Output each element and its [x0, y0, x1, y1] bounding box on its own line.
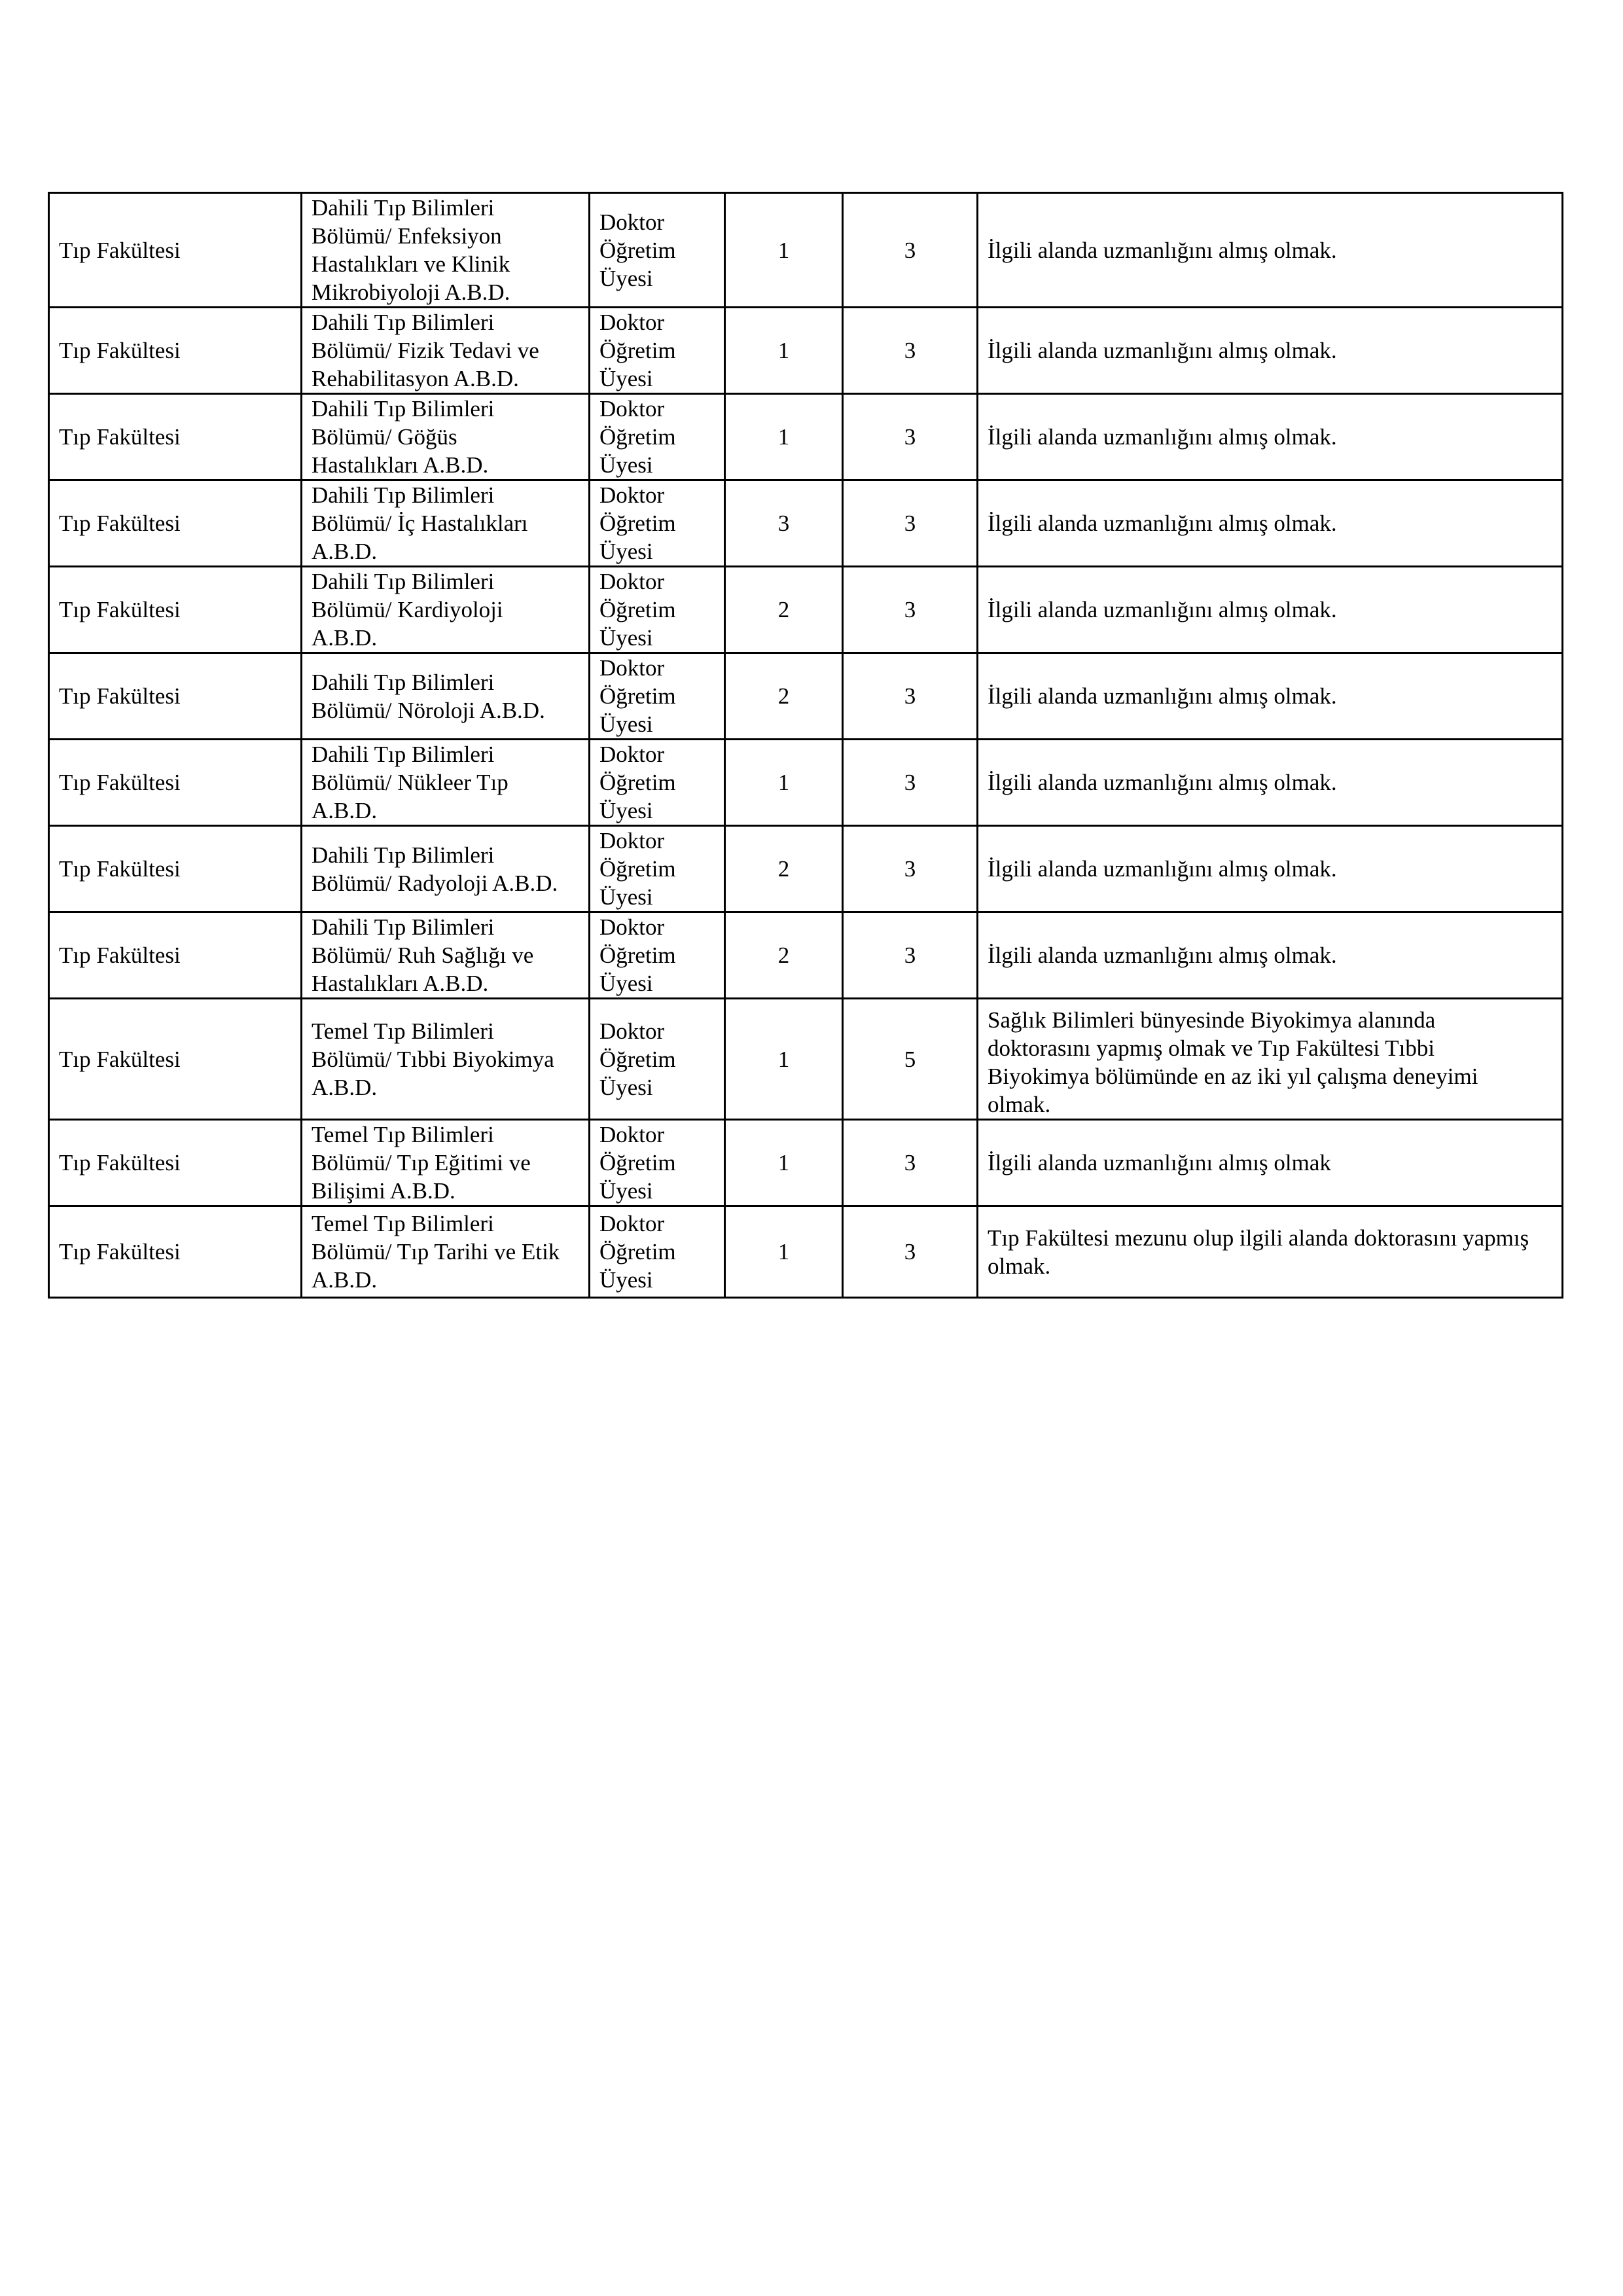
score-cell [843, 1120, 978, 1206]
requirement-cell [978, 308, 1563, 394]
position-score: 3 [904, 338, 916, 363]
title-line: Üyesi [599, 265, 653, 291]
department-line: Bölümü/ Fizik Tedavi ve [312, 338, 539, 363]
position-count: 1 [777, 237, 790, 263]
title-line: Doktor [599, 209, 665, 235]
position-count: 2 [777, 683, 790, 709]
title-line: Öğretim [599, 1046, 676, 1072]
score-cell [843, 653, 978, 740]
table-row [49, 193, 1563, 308]
department-line: Temel Tıp Bilimleri [312, 1018, 494, 1044]
requirement-line: Sağlık Bilimleri bünyesinde Biyokimya alanında [988, 1007, 1436, 1033]
table-row [49, 653, 1563, 740]
title-line: Doktor [599, 1018, 665, 1044]
requirement-line: İlgili alanda uzmanlığını almış olmak. [988, 770, 1337, 795]
title-line: Üyesi [599, 539, 653, 564]
department-line: Temel Tıp Bilimleri [312, 1211, 494, 1236]
department-line: Bölümü/ Nöroloji A.B.D. [312, 697, 545, 723]
title-line: Öğretim [599, 511, 676, 536]
count-cell [725, 1206, 843, 1298]
faculty-name: Tıp Fakültesi [59, 597, 181, 622]
position-score: 3 [904, 237, 916, 263]
title-line: Doktor [599, 1211, 665, 1236]
count-cell [725, 394, 843, 480]
faculty-name: Tıp Fakültesi [59, 511, 181, 536]
faculty-name: Tıp Fakültesi [59, 1239, 181, 1265]
table-body [49, 193, 1563, 1298]
title-line: Öğretim [599, 770, 676, 795]
requirement-cell [978, 394, 1563, 480]
table-row [49, 308, 1563, 394]
count-cell [725, 826, 843, 912]
requirement-line: olmak. [988, 1092, 1051, 1117]
department-line: Bölümü/ Ruh Sağlığı ve [312, 942, 534, 968]
position-count: 1 [777, 770, 790, 795]
title-cell [590, 567, 725, 653]
faculty-cell [49, 653, 302, 740]
count-cell [725, 308, 843, 394]
count-cell [725, 1120, 843, 1206]
department-line: Mikrobiyoloji A.B.D. [312, 279, 510, 305]
position-score: 3 [904, 597, 916, 622]
position-score: 5 [904, 1046, 916, 1072]
requirement-cell [978, 912, 1563, 999]
count-cell [725, 567, 843, 653]
title-line: Doktor [599, 569, 665, 594]
title-cell [590, 912, 725, 999]
department-cell [302, 999, 590, 1120]
title-line: Doktor [599, 828, 665, 853]
table-row [49, 826, 1563, 912]
department-cell [302, 1206, 590, 1298]
faculty-cell [49, 999, 302, 1120]
score-cell [843, 999, 978, 1120]
title-line: Doktor [599, 655, 665, 681]
title-cell [590, 1120, 725, 1206]
faculty-cell [49, 1120, 302, 1206]
department-line: Bölümü/ Göğüs [312, 424, 457, 450]
department-cell [302, 740, 590, 826]
faculty-name: Tıp Fakültesi [59, 1150, 181, 1175]
requirement-line: İlgili alanda uzmanlığını almış olmak. [988, 597, 1337, 622]
faculty-cell [49, 740, 302, 826]
requirement-line: olmak. [988, 1253, 1051, 1279]
department-line: Bölümü/ Radyoloji A.B.D. [312, 870, 558, 896]
requirement-line: İlgili alanda uzmanlığını almış olmak. [988, 942, 1337, 968]
score-cell [843, 826, 978, 912]
department-line: Dahili Tıp Bilimleri [312, 482, 495, 508]
title-line: Öğretim [599, 683, 676, 709]
position-count: 1 [777, 1150, 790, 1175]
department-line: A.B.D. [312, 1074, 378, 1100]
count-cell [725, 193, 843, 308]
position-count: 1 [777, 1046, 790, 1072]
department-line: Temel Tıp Bilimleri [312, 1122, 494, 1147]
position-score: 3 [904, 856, 916, 882]
requirement-line: İlgili alanda uzmanlığını almış olmak. [988, 511, 1337, 536]
title-line: Öğretim [599, 1150, 676, 1175]
department-cell [302, 653, 590, 740]
title-cell [590, 1206, 725, 1298]
department-line: Bölümü/ Nükleer Tıp [312, 770, 508, 795]
title-line: Öğretim [599, 942, 676, 968]
department-line: Dahili Tıp Bilimleri [312, 569, 495, 594]
requirement-cell [978, 1120, 1563, 1206]
title-cell [590, 999, 725, 1120]
faculty-cell [49, 193, 302, 308]
title-line: Üyesi [599, 625, 653, 651]
table-row [49, 480, 1563, 567]
score-cell [843, 308, 978, 394]
title-line: Öğretim [599, 338, 676, 363]
faculty-name: Tıp Fakültesi [59, 338, 181, 363]
title-cell [590, 740, 725, 826]
requirement-cell [978, 826, 1563, 912]
position-score: 3 [904, 424, 916, 450]
faculty-cell [49, 394, 302, 480]
score-cell [843, 912, 978, 999]
count-cell [725, 480, 843, 567]
requirement-cell [978, 740, 1563, 826]
faculty-name: Tıp Fakültesi [59, 770, 181, 795]
department-line: Hastalıkları A.B.D. [312, 452, 489, 478]
department-line: Dahili Tıp Bilimleri [312, 195, 495, 221]
position-count: 1 [777, 338, 790, 363]
position-count: 2 [777, 856, 790, 882]
position-score: 3 [904, 1239, 916, 1265]
title-line: Doktor [599, 396, 665, 422]
title-line: Doktor [599, 482, 665, 508]
requirement-line: Tıp Fakültesi mezunu olup ilgili alanda doktorasını yapmış [988, 1225, 1529, 1251]
title-cell [590, 308, 725, 394]
position-score: 3 [904, 683, 916, 709]
title-line: Üyesi [599, 971, 653, 996]
score-cell [843, 480, 978, 567]
title-line: Üyesi [599, 1267, 653, 1293]
department-cell [302, 394, 590, 480]
requirement-line: İlgili alanda uzmanlığını almış olmak. [988, 424, 1337, 450]
table-row [49, 394, 1563, 480]
faculty-name: Tıp Fakültesi [59, 237, 181, 263]
department-line: A.B.D. [312, 1267, 378, 1293]
position-count: 3 [777, 511, 790, 536]
title-line: Üyesi [599, 1074, 653, 1100]
position-score: 3 [904, 1150, 916, 1175]
table-row [49, 740, 1563, 826]
department-line: Dahili Tıp Bilimleri [312, 396, 495, 422]
faculty-cell [49, 308, 302, 394]
department-cell [302, 193, 590, 308]
department-cell [302, 308, 590, 394]
title-line: Üyesi [599, 452, 653, 478]
position-score: 3 [904, 770, 916, 795]
department-line: Bilişimi A.B.D. [312, 1178, 455, 1204]
requirement-cell [978, 480, 1563, 567]
department-cell [302, 480, 590, 567]
score-cell [843, 1206, 978, 1298]
faculty-cell [49, 480, 302, 567]
position-count: 2 [777, 942, 790, 968]
title-cell [590, 394, 725, 480]
department-line: Bölümü/ Tıp Eğitimi ve [312, 1150, 531, 1175]
faculty-name: Tıp Fakültesi [59, 683, 181, 709]
requirement-line: Biyokimya bölümünde en az iki yıl çalışma deneyimi [988, 1064, 1478, 1089]
title-line: Üyesi [599, 366, 653, 391]
requirement-line: İlgili alanda uzmanlığını almış olmak. [988, 856, 1337, 882]
title-line: Üyesi [599, 1178, 653, 1204]
title-cell [590, 653, 725, 740]
department-line: Dahili Tıp Bilimleri [312, 842, 495, 868]
count-cell [725, 653, 843, 740]
title-line: Doktor [599, 914, 665, 940]
score-cell [843, 567, 978, 653]
department-line: Dahili Tıp Bilimleri [312, 310, 495, 335]
department-line: Bölümü/ İç Hastalıkları [312, 511, 528, 536]
title-line: Üyesi [599, 798, 653, 823]
requirement-line: İlgili alanda uzmanlığını almış olmak. [988, 683, 1337, 709]
requirement-cell [978, 193, 1563, 308]
position-count: 1 [777, 424, 790, 450]
department-line: Bölümü/ Kardiyoloji [312, 597, 503, 622]
count-cell [725, 912, 843, 999]
requirement-cell [978, 653, 1563, 740]
requirement-cell [978, 999, 1563, 1120]
faculty-name: Tıp Fakültesi [59, 856, 181, 882]
department-line: A.B.D. [312, 539, 378, 564]
faculty-cell [49, 567, 302, 653]
score-cell [843, 740, 978, 826]
faculty-name: Tıp Fakültesi [59, 1046, 181, 1072]
department-cell [302, 826, 590, 912]
position-count: 2 [777, 597, 790, 622]
department-line: A.B.D. [312, 798, 378, 823]
title-line: Doktor [599, 310, 665, 335]
department-line: Hastalıkları ve Klinik [312, 251, 510, 277]
table-row [49, 567, 1563, 653]
title-line: Üyesi [599, 884, 653, 910]
title-line: Öğretim [599, 237, 676, 263]
faculty-name: Tıp Fakültesi [59, 942, 181, 968]
department-line: Bölümü/ Tıp Tarihi ve Etik [312, 1239, 560, 1265]
department-line: Rehabilitasyon A.B.D. [312, 366, 519, 391]
title-cell [590, 480, 725, 567]
table-row [49, 1120, 1563, 1206]
department-line: A.B.D. [312, 625, 378, 651]
faculty-cell [49, 1206, 302, 1298]
position-score: 3 [904, 511, 916, 536]
department-line: Hastalıkları A.B.D. [312, 971, 489, 996]
department-cell [302, 912, 590, 999]
position-count: 1 [777, 1239, 790, 1265]
requirement-cell [978, 567, 1563, 653]
title-line: Öğretim [599, 597, 676, 622]
department-cell [302, 567, 590, 653]
department-line: Bölümü/ Tıbbi Biyokimya [312, 1046, 554, 1072]
requirement-cell [978, 1206, 1563, 1298]
faculty-cell [49, 826, 302, 912]
department-line: Bölümü/ Enfeksiyon [312, 223, 502, 249]
department-cell [302, 1120, 590, 1206]
position-score: 3 [904, 942, 916, 968]
title-line: Öğretim [599, 424, 676, 450]
table-row [49, 1206, 1563, 1298]
department-line: Dahili Tıp Bilimleri [312, 669, 495, 695]
requirement-line: doktorasını yapmış olmak ve Tıp Fakültesi Tıbbi [988, 1035, 1435, 1061]
title-line: Üyesi [599, 711, 653, 737]
requirement-line: İlgili alanda uzmanlığını almış olmak. [988, 237, 1337, 263]
title-line: Öğretim [599, 856, 676, 882]
title-line: Doktor [599, 742, 665, 767]
department-line: Dahili Tıp Bilimleri [312, 742, 495, 767]
title-line: Doktor [599, 1122, 665, 1147]
score-cell [843, 394, 978, 480]
position-listing-table [48, 192, 1563, 1299]
requirement-line: İlgili alanda uzmanlığını almış olmak [988, 1150, 1331, 1175]
title-cell [590, 193, 725, 308]
table-row [49, 999, 1563, 1120]
title-cell [590, 826, 725, 912]
count-cell [725, 999, 843, 1120]
title-line: Öğretim [599, 1239, 676, 1265]
faculty-cell [49, 912, 302, 999]
count-cell [725, 740, 843, 826]
department-line: Dahili Tıp Bilimleri [312, 914, 495, 940]
score-cell [843, 193, 978, 308]
table-row [49, 912, 1563, 999]
faculty-name: Tıp Fakültesi [59, 424, 181, 450]
requirement-line: İlgili alanda uzmanlığını almış olmak. [988, 338, 1337, 363]
